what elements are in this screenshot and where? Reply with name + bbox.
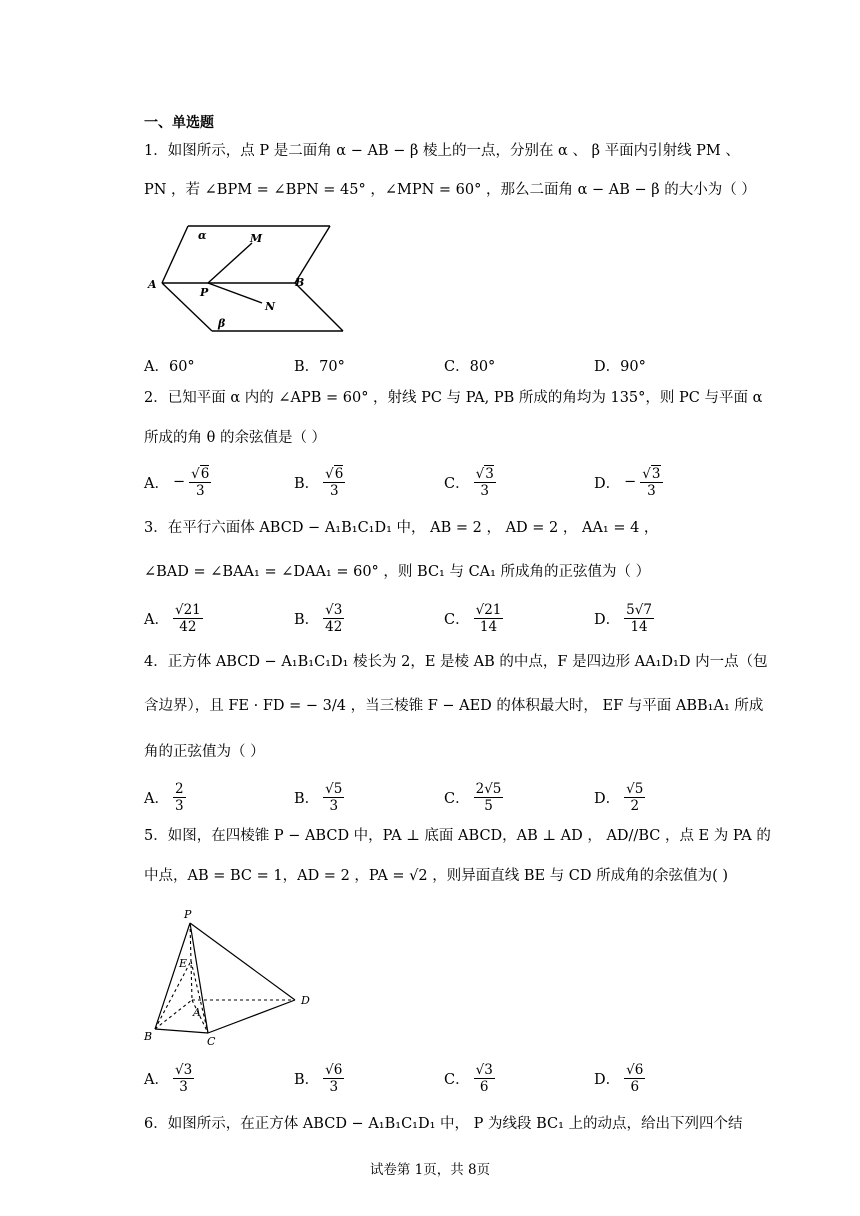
q4-option-c-num: 2√5 xyxy=(475,780,502,797)
q4-option-b-fraction xyxy=(323,781,344,814)
q2-option-a-fraction: $\frac{√6}{3}$ xyxy=(191,465,210,499)
q4-option-a-label: A． xyxy=(144,790,169,807)
q5-option-a[interactable] xyxy=(144,1058,194,1098)
q5-line-2: 中点，AB = BC = 1，AD = 2 ，PA = √2 ，则异面直线 BE 与 CD 所成角的余弦值为( ) xyxy=(144,868,729,884)
q2-options xyxy=(144,462,764,502)
q3-option-a-num: √21 xyxy=(174,601,201,618)
q5-option-a-den: 3 xyxy=(179,1078,188,1095)
q5-pyramid-figure xyxy=(140,905,325,1047)
q6-line-1: 6．如图所示，在正方体 ABCD − A₁B₁C₁D₁ 中， P 为线段 BC₁ 上的动点，给出下列四个结 xyxy=(144,1116,743,1132)
q2-option-a-label: A． xyxy=(144,475,169,492)
q2-option-b-num: 6 xyxy=(334,465,344,482)
q2-option-b-den: 3 xyxy=(329,482,339,499)
label-B: B xyxy=(295,276,305,289)
q1-option-b[interactable]: B．70° xyxy=(294,358,345,375)
q3-option-d-den: 14 xyxy=(630,618,648,635)
q2-option-b[interactable] xyxy=(294,462,345,502)
q3-option-a-den: 42 xyxy=(179,618,197,635)
q4-option-b-label: B． xyxy=(294,790,320,807)
q3-option-b-num: √3 xyxy=(325,601,343,618)
q3-option-c-num: √21 xyxy=(475,601,502,618)
q2-option-d-num: 3 xyxy=(651,465,661,482)
q2-option-c[interactable] xyxy=(444,462,496,502)
q2-option-a-den: 3 xyxy=(195,482,205,499)
q5-option-b-fraction xyxy=(323,1062,344,1095)
q3-line-2: ∠BAD = ∠BAA₁ = ∠DAA₁ = 60° ，则 BC₁ 与 CA₁ 所成角的正弦值为（ ） xyxy=(144,564,651,580)
q2-option-a-num: 6 xyxy=(200,465,210,482)
q5-option-b[interactable] xyxy=(294,1058,344,1098)
q5-option-a-num: √3 xyxy=(174,1061,193,1078)
q3-option-b[interactable] xyxy=(294,598,344,638)
q1-option-a[interactable]: A．60° xyxy=(144,358,195,375)
q5-option-c-fraction xyxy=(474,1062,495,1095)
q5-option-a-label: A． xyxy=(144,1071,169,1088)
q5-option-d[interactable] xyxy=(594,1058,645,1098)
q3-option-d-num: 5√7 xyxy=(626,601,652,618)
q4-option-a-den: 3 xyxy=(174,797,184,814)
q2-option-d[interactable] xyxy=(594,462,663,502)
q3-option-b-label: B． xyxy=(294,611,320,628)
label-P: P xyxy=(184,908,192,921)
q2-line-2: 所成的角 θ 的余弦值是（ ） xyxy=(144,430,327,446)
q5-option-d-den: 6 xyxy=(630,1078,640,1095)
q4-options xyxy=(144,777,764,817)
label-alpha: α xyxy=(198,229,207,242)
q3-option-d-fraction xyxy=(624,602,654,635)
q3-option-b-den: 42 xyxy=(325,618,343,635)
q1-line-1: 1．如图所示，点 P 是二面角 α − AB − β 棱上的一点，分别在 α 、 β 平面内引射线 PM 、 xyxy=(144,143,740,159)
label-E: E xyxy=(179,957,188,970)
q5-option-d-num: √6 xyxy=(626,1061,644,1078)
q2-option-b-label: B． xyxy=(294,475,320,492)
q3-option-a-label: A． xyxy=(144,611,169,628)
label-C: C xyxy=(207,1035,216,1047)
q5-options xyxy=(144,1058,764,1098)
section-title: 一、单选题 xyxy=(144,115,214,131)
q3-option-c-den: 14 xyxy=(479,618,498,635)
q2-option-b-fraction: $\frac{√6}{3}$ xyxy=(325,465,344,499)
q2-option-a[interactable] xyxy=(144,462,211,502)
label-A: A xyxy=(148,278,157,291)
q4-line-3: 角的正弦值为（ ） xyxy=(144,744,265,760)
q3-option-b-fraction xyxy=(323,602,344,635)
q4-option-b-num: √5 xyxy=(325,780,343,797)
q5-line-1: 5．如图，在四棱锥 P − ABCD 中，PA ⊥ 底面 ABCD，AB ⊥ AD ， AD//BC ，点 E 为 PA 的 xyxy=(144,828,771,844)
q1-options xyxy=(144,345,764,385)
q4-option-c-fraction xyxy=(474,781,504,814)
q2-line-1: 2．已知平面 α 内的 ∠APB = 60° ，射线 PC 与 PA, PB 所成的角均为 135°，则 PC 与平面 α xyxy=(144,390,763,406)
q4-option-a-fraction xyxy=(173,781,186,814)
q5-option-a-fraction xyxy=(173,1062,194,1095)
q2-option-c-label: C． xyxy=(444,475,470,492)
q3-option-c[interactable] xyxy=(444,598,503,638)
q1-option-c[interactable]: C．80° xyxy=(444,358,496,375)
q2-option-d-label: D． xyxy=(594,475,621,492)
q3-option-a[interactable] xyxy=(144,598,203,638)
q2-option-c-fraction: $\frac{√3}{3}$ xyxy=(475,465,494,499)
q4-option-d[interactable] xyxy=(594,777,645,817)
label-A: A xyxy=(193,1006,201,1019)
q5-option-b-label: B． xyxy=(294,1071,320,1088)
q3-option-d-label: D． xyxy=(594,611,621,628)
q1-dihedral-figure xyxy=(140,218,355,338)
q2-option-c-den: 3 xyxy=(480,482,489,499)
q4-option-d-num: √5 xyxy=(626,780,644,797)
q5-option-c-label: C． xyxy=(444,1071,470,1088)
q5-option-c-num: √3 xyxy=(475,1061,493,1078)
q4-option-c[interactable] xyxy=(444,777,503,817)
q4-option-d-label: D． xyxy=(594,790,621,807)
q2-option-d-sign: − xyxy=(624,474,637,490)
q5-option-c-den: 6 xyxy=(479,1078,489,1095)
q1-option-d[interactable]: D．90° xyxy=(594,358,646,375)
label-P: P xyxy=(200,286,209,299)
q2-option-c-num: 3 xyxy=(485,465,494,482)
q5-option-b-den: 3 xyxy=(329,1078,339,1095)
q4-option-c-den: 5 xyxy=(484,797,493,814)
page-footer: 试卷第 1页，共 8页 xyxy=(369,1162,491,1178)
q4-option-c-label: C． xyxy=(444,790,470,807)
q2-option-d-den: 3 xyxy=(647,482,656,499)
q4-option-a-num: 2 xyxy=(174,780,184,797)
q5-option-d-label: D． xyxy=(594,1071,621,1088)
q4-option-d-den: 2 xyxy=(630,797,640,814)
q4-line-2: 含边界），且 FE · FD = − 3/4 ，当三棱锥 F − AED 的体积最大时， EF 与平面 ABB₁A₁ 所成 xyxy=(144,698,764,714)
q5-option-b-num: √6 xyxy=(325,1061,343,1078)
q5-option-c[interactable] xyxy=(444,1058,495,1098)
q3-option-a-fraction xyxy=(173,602,203,635)
q3-line-1: 3．在平行六面体 ABCD − A₁B₁C₁D₁ 中， AB = 2 ， AD = 2 ， AA₁ = 4 ， xyxy=(144,520,659,536)
q4-option-b-den: 3 xyxy=(329,797,339,814)
q3-option-c-fraction xyxy=(474,602,504,635)
label-M: M xyxy=(250,232,263,245)
q4-option-b[interactable] xyxy=(294,777,344,817)
q2-option-a-sign: − xyxy=(172,474,186,490)
q4-line-1: 4．正方体 ABCD − A₁B₁C₁D₁ 棱长为 2，E 是棱 AB 的中点，F 是四边形 AA₁D₁D 内一点（包 xyxy=(144,654,768,670)
q3-option-c-label: C． xyxy=(444,611,470,628)
q5-option-d-fraction xyxy=(624,1062,645,1095)
label-D: D xyxy=(301,994,310,1007)
q4-option-d-fraction xyxy=(624,781,645,814)
q3-options xyxy=(144,598,764,638)
label-B: B xyxy=(144,1030,153,1043)
q1-line-2: PN ，若 ∠BPM = ∠BPN = 45° ，∠MPN = 60° ，那么二面角 α − AB − β 的大小为（ ） xyxy=(144,182,756,198)
q3-option-d[interactable] xyxy=(594,598,654,638)
label-N: N xyxy=(265,300,276,313)
q2-option-d-fraction: $\frac{√3}{3}$ xyxy=(642,465,661,499)
label-beta: β xyxy=(218,317,226,330)
q4-option-a[interactable] xyxy=(144,777,186,817)
